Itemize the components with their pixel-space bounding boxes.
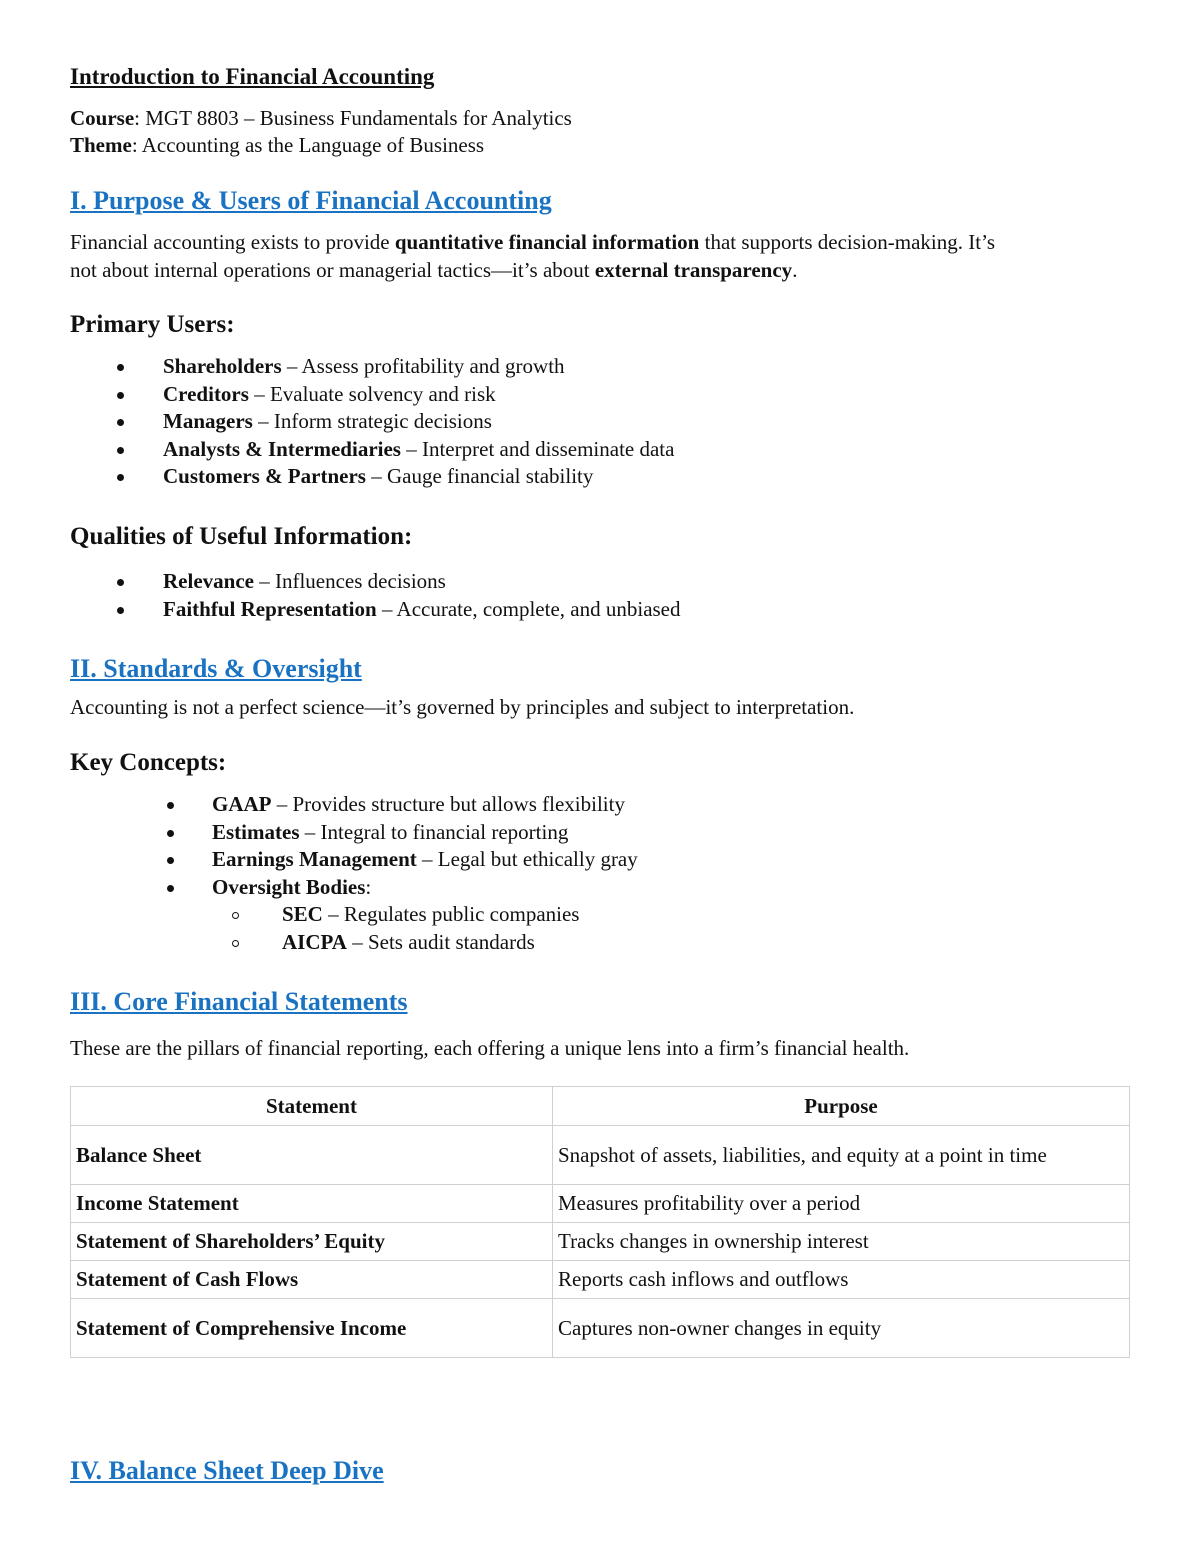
table-row — [71, 1126, 1130, 1185]
statement-name: Statement of Cash Flows — [71, 1261, 553, 1299]
list-item: Faithful Representation – Accurate, complete, and unbiased — [70, 596, 681, 624]
section-3-intro: These are the pillars of financial reporting, each offering a unique lens into a firm’s financial health. — [70, 1036, 910, 1060]
list-item: Oversight Bodies: — [70, 874, 638, 902]
list-item: AICPA – Sets audit standards — [70, 929, 638, 957]
table-row — [71, 1261, 1130, 1299]
section-1-heading[interactable]: I. Purpose & Users of Financial Accounting — [70, 186, 552, 215]
list-item: GAAP – Provides structure but allows flexibility — [70, 791, 638, 819]
course-value: : MGT 8803 – Business Fundamentals for Analytics — [134, 106, 572, 130]
section-1-intro-line-1: Financial accounting exists to provide quantitative financial information that supports decision-making. It’s — [70, 230, 996, 254]
key-concepts-heading: Key Concepts: — [70, 749, 227, 776]
list-item: Creditors – Evaluate solvency and risk — [70, 381, 674, 409]
section-2-heading[interactable]: II. Standards & Oversight — [70, 654, 362, 683]
statement-purpose: Captures non-owner changes in equity — [553, 1299, 1130, 1358]
section-3-heading[interactable]: III. Core Financial Statements — [70, 987, 408, 1016]
primary-users-list — [70, 353, 674, 491]
primary-users-heading: Primary Users: — [70, 311, 235, 338]
statement-name: Income Statement — [71, 1185, 553, 1223]
course-line — [70, 106, 572, 131]
section-1-intro — [70, 228, 995, 284]
statement-name: Balance Sheet — [71, 1126, 553, 1185]
section-1-intro-line-2: not about internal operations or managerial tactics—it’s about external transparency. — [70, 258, 798, 282]
list-item: Managers – Inform strategic decisions — [70, 408, 674, 436]
column-header-purpose: Purpose — [553, 1087, 1130, 1126]
section-2-intro: Accounting is not a perfect science—it’s governed by principles and subject to interpretation. — [70, 695, 855, 719]
statement-name: Statement of Shareholders’ Equity — [71, 1223, 553, 1261]
list-item: Analysts & Intermediaries – Interpret and disseminate data — [70, 436, 674, 464]
section-4-heading[interactable]: IV. Balance Sheet Deep Dive — [70, 1456, 384, 1485]
document-title: Introduction to Financial Accounting — [70, 64, 435, 89]
statement-purpose: Measures profitability over a period — [553, 1185, 1130, 1223]
column-header-statement: Statement — [71, 1087, 553, 1126]
theme-label: Theme — [70, 133, 132, 157]
statement-purpose: Reports cash inflows and outflows — [553, 1261, 1130, 1299]
statement-purpose: Tracks changes in ownership interest — [553, 1223, 1130, 1261]
qualities-heading: Qualities of Useful Information: — [70, 523, 413, 550]
list-item: Estimates – Integral to financial reporting — [70, 819, 638, 847]
theme-value: : Accounting as the Language of Business — [131, 133, 485, 157]
list-item: Shareholders – Assess profitability and growth — [70, 353, 674, 381]
table-row — [71, 1185, 1130, 1223]
table-row — [71, 1299, 1130, 1358]
table-header-row — [71, 1087, 1130, 1126]
key-concepts-list — [70, 791, 638, 957]
statements-table — [70, 1086, 1130, 1358]
table-row — [71, 1223, 1130, 1261]
list-item: SEC – Regulates public companies — [70, 901, 638, 929]
statement-name: Statement of Comprehensive Income — [71, 1299, 553, 1358]
qualities-list — [70, 568, 681, 623]
statement-purpose: Snapshot of assets, liabilities, and equity at a point in time — [553, 1126, 1130, 1185]
list-item: Earnings Management – Legal but ethically gray — [70, 846, 638, 874]
list-item: Customers & Partners – Gauge financial stability — [70, 463, 674, 491]
course-label: Course — [70, 106, 135, 130]
theme-line — [70, 133, 484, 158]
list-item: Relevance – Influences decisions — [70, 568, 681, 596]
